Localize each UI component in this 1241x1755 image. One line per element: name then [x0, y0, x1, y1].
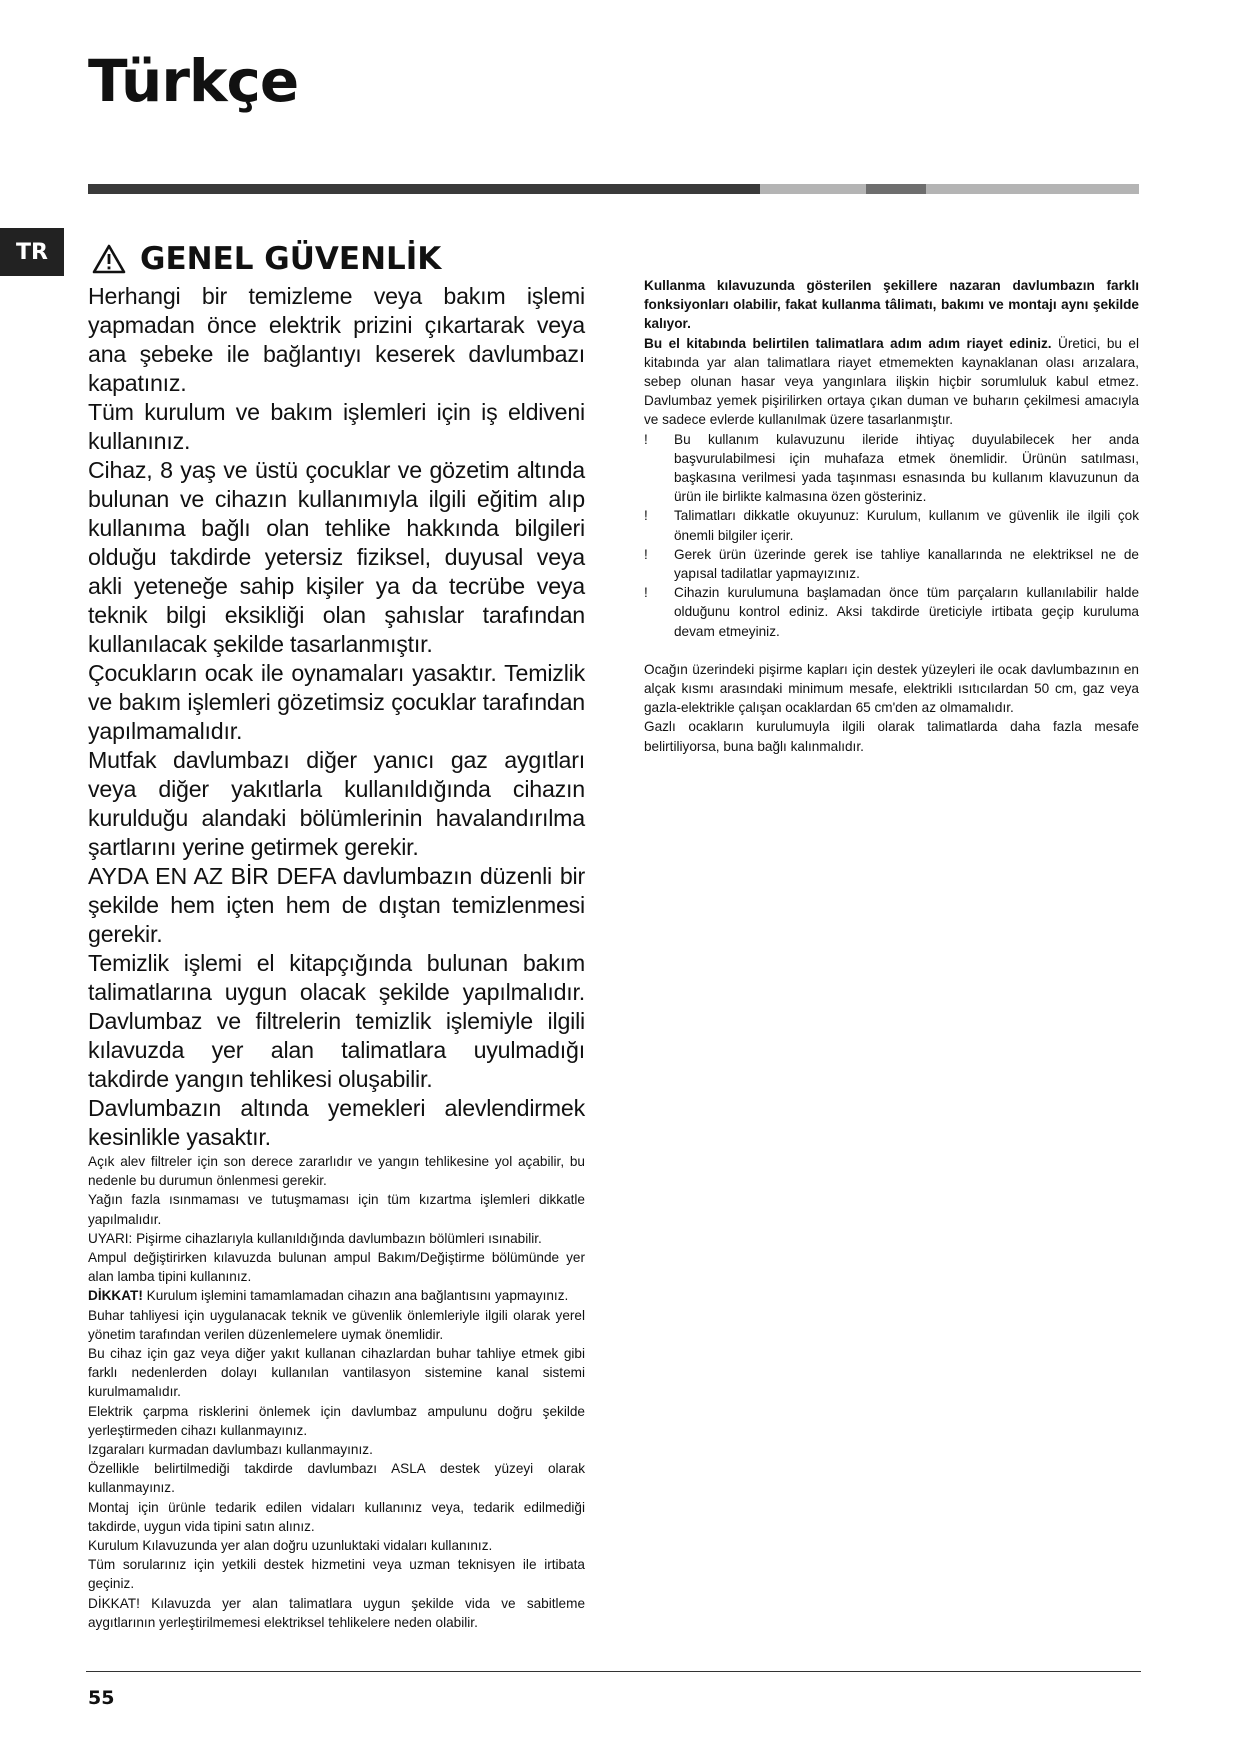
safety-paragraph: Çocukların ocak ile oynamaları yasaktır. Temizlik ve bakım işlemleri gözetimsiz çocuklar tarafından yapılmamalıdır. [88, 660, 585, 744]
header-bar-light [760, 184, 866, 194]
instructions-bold: Bu el kitabında belirtilen talimatlara adım adım riayet ediniz. [644, 335, 1052, 351]
attention-label: DİKKAT! [88, 1288, 143, 1304]
footer-divider [86, 1671, 1141, 1672]
intro-paragraph: Kullanma kılavuzunda gösterilen şekillere nazaran davlumbazın farklı fonksiyonları olabilir, fakat kullanma tâlimatı, bakımı ve montajı aynı şekilde kalıyor. [644, 278, 1139, 332]
page-number: 55 [88, 1687, 115, 1709]
bullet-text: Talimatları dikkatle okuyunuz: Kurulum, kullanım ve güvenlik ile ilgili çok önemli bilgiler içerir. [674, 508, 1139, 543]
safety-paragraph: Davlumbazın altında yemekleri alevlendirmek kesinlikle yasaktır. [88, 1095, 585, 1150]
bullet-mark: ! [644, 508, 648, 524]
section-heading [88, 240, 585, 278]
note-paragraph: Açık alev filtreler için son derece zararlıdır ve yangın tehlikesine yol açabilir, bu nedenle bu durumun önlenmesi gerekir. [88, 1154, 585, 1189]
left-column [88, 240, 585, 1632]
bullet-item [644, 430, 1139, 507]
warning-triangle-icon [92, 244, 126, 274]
right-column [644, 276, 1139, 756]
bullet-mark: ! [644, 431, 648, 447]
bullet-item [644, 545, 1139, 583]
header-bar-light-end [926, 184, 1139, 194]
note-paragraph: Bu cihaz için gaz veya diğer yakıt kullanan cihazlardan buhar tahliye etmek gibi farklı nedenlerden dolayı kullanılan vantilasyon sistemine kanal sistemi kurulmamalıdır. [88, 1346, 585, 1400]
note-paragraph: Montaj için ürünle tedarik edilen vidaları kullanınız veya, tedarik edilmediği takdirde, uygun vida tipini satın alınız. [88, 1499, 585, 1534]
section-heading-text: GENEL GÜVENLİK [140, 241, 442, 277]
safety-paragraph: Herhangi bir temizleme veya bakım işlemi yapmadan önce elektrik prizini çıkartarak veya ana şebeke ile bağlantıyı keserek davlumbazı kapatınız. [88, 283, 585, 396]
note-paragraph: Buhar tahliyesi için uygulanacak teknik ve güvenlik önlemleriyle ilgili olarak yerel yönetim tarafından verilen düzenlemelere uymak önemlidir. [88, 1307, 585, 1342]
note-paragraph: Ampul değiştirirken kılavuzda bulunan ampul Bakım/Değiştirme bölümünde yer alan lamba tipini kullanınız. [88, 1250, 585, 1285]
bullet-text: Bu kullanım kulavuzunu ileride ihtiyaç duyulabilecek her anda başvurulabilmesi için muhafaza etmek önemlidir. Ürünün satılması, başkasına verilmesi yada taşınması esnasında bu kullanım klavuzunun da ürün ile birlikte kalmasına özen gösteriniz. [674, 431, 1139, 505]
gas-paragraph: Gazlı ocakların kurulumuyla ilgili olarak talimatlarda daha fazla mesafe belirtiliyorsa, buna bağlı kalınmalıdır. [644, 719, 1139, 754]
safety-paragraph: Cihaz, 8 yaş ve üstü çocuklar ve gözetim altında bulunan ve cihazın kullanımıyla ilgili eğitim alıp kullanıma bağlı olan tehlike hakkında bilgileri olduğu takdirde yetersiz fiziksel, duyusal veya akli yeteneğe sahip kişiler ya da tecrübe veya teknik bilgi eksikliği olan şahıslar tarafından kullanılacak şekilde tasarlanmıştır. [88, 457, 585, 657]
safety-paragraph: AYDA EN AZ BİR DEFA davlumbazın düzenli bir şekilde hem içten hem de dıştan temizlenmesi gerekir. [88, 863, 585, 947]
note-paragraph: Yağın fazla ısınmaması ve tutuşmaması için tüm kızartma işlemleri dikkatle yapılmalıdır. [88, 1192, 585, 1227]
instructions-paragraph [644, 334, 1139, 430]
note-paragraph: Kurulum Kılavuzunda yer alan doğru uzunluktaki vidaları kullanınız. [88, 1538, 493, 1554]
safety-paragraph: Temizlik işlemi el kitapçığında bulunan bakım talimatlarına uygun olacak şekilde yapılmalıdır. Davlumbaz ve filtrelerin temizlik işlemiyle ilgili kılavuzda yer alan talimatlara uyulmadığı takdirde yangın tehlikesi oluşabilir. [88, 950, 585, 1092]
note-paragraph: Izgaraları kurmadan davlumbazı kullanmayınız. [88, 1442, 373, 1458]
instructions-text: Üretici, bu el kitabında yar alan talimatlara riayet etmemekten kaynaklanan olası arızalara, sebep olunan hasar veya yangınlara ilişkin hiçbir sorumluluk kabul etmez. Davlumbaz yemek pişirilirken ortaya çıkan duman ve buharın çekilmesi amacıyla ve sadece evlerde kullanılmak üzere tasarlanmıştır. [644, 335, 1139, 428]
header-bar-mid [866, 184, 926, 194]
bullet-text: Cihazin kurulumuna başlamadan önce tüm parçaların kullanılabilir halde olduğunu kontrol ediniz. Aksi takdirde üreticiyle irtibata geçip kuruluma devam etmeyiniz. [674, 585, 1139, 639]
bullet-item [644, 506, 1139, 544]
note-paragraph: DİKKAT! Kılavuzda yer alan talimatlara uygun şekilde vida ve sabitleme aygıtlarının yerleştirilmemesi elektriksel tehlikelere neden olabilir. [88, 1595, 585, 1630]
note-paragraph: Tüm sorularınız için yetkili destek hizmetini veya uzman teknisyen ile irtibata geçiniz. [88, 1557, 585, 1592]
language-tab: TR [0, 228, 64, 276]
attention-paragraph [88, 1286, 585, 1305]
spacer [644, 641, 1139, 660]
distance-paragraph: Ocağın üzerindeki pişirme kapları için destek yüzeyleri ile ocak davlumbazının en alçak kısmı arasındaki minimum mesafe, elektrikli ısıtıcılardan 50 cm, gaz veya gazla-elektrikle çalışan ocaklardan 65 cm'den az olmamalıdır. [644, 661, 1139, 716]
safety-paragraph: Tüm kurulum ve bakım işlemleri için iş eldiveni kullanınız. [88, 399, 585, 454]
note-paragraph: Elektrik çarpma risklerini önlemek için davlumbaz ampulunu doğru şekilde yerleştirmeden cihazı kullanmayınız. [88, 1403, 585, 1438]
bullet-mark: ! [644, 585, 648, 601]
note-paragraph: Özellikle belirtilmediği takdirde davlumbazı ASLA destek yüzeyi olarak kullanmayınız. [88, 1461, 585, 1496]
bullet-mark: ! [644, 546, 648, 562]
safety-paragraph: Mutfak davlumbazı diğer yanıcı gaz aygıtları veya diğer yakıtlarla kullanıldığında cihazın kurulduğu alandaki bölümlerinin havalandırılma şartlarını yerine getirmek gerekir. [88, 747, 585, 860]
header-bar-dark [88, 184, 760, 194]
attention-text: Kurulum işlemini tamamlamadan cihazın ana bağlantısını yapmayınız. [142, 1288, 569, 1304]
note-paragraph: UYARI: Pişirme cihazlarıyla kullanıldığında davlumbazın bölümleri ısınabilir. [88, 1230, 542, 1246]
bullet-item [644, 583, 1139, 641]
page-title: Türkçe [88, 47, 299, 115]
bullet-text: Gerek ürün üzerinde gerek ise tahliye kanallarında ne elektriksel ne de yapısal tadilatlar yapmayızınız. [674, 546, 1139, 582]
